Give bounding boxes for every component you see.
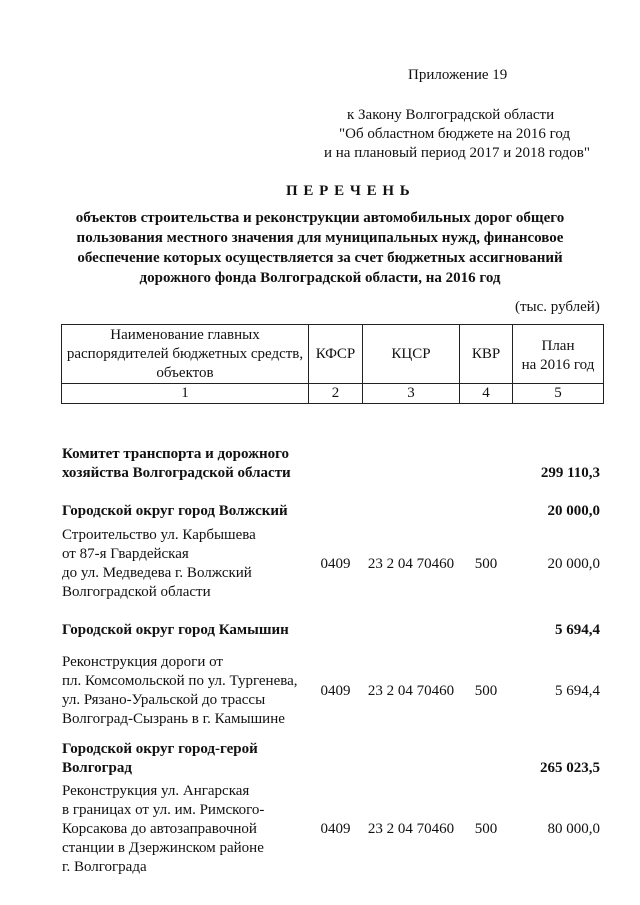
units-note: (тыс. рублей) xyxy=(515,299,600,315)
object-kfsr: 0409 xyxy=(320,821,351,837)
group-name-line-2: Волгоград xyxy=(62,760,132,776)
object-amount: 20 000,0 xyxy=(547,556,600,572)
document-title: П Е Р Е Ч Е Н Ь xyxy=(286,183,411,199)
object-name-line: Реконструкция ул. Ангарская xyxy=(62,783,250,799)
group-total: 20 000,0 xyxy=(547,503,600,519)
header-kvr: КВР xyxy=(471,346,501,362)
object-name-line: Волгоград-Сызрань в г. Камышине xyxy=(62,711,285,727)
object-name-line: ул. Рязано-Уральской до трассы xyxy=(62,692,266,708)
object-name-line: станции в Дзержинском районе xyxy=(62,840,264,856)
object-kvr: 500 xyxy=(474,556,498,572)
appendix-number: Приложение 19 xyxy=(408,67,508,83)
object-name-line: в границах от ул. им. Римского- xyxy=(62,802,265,818)
object-kcsr: 23 2 04 70460 xyxy=(367,683,455,699)
header-plan-line-2: на 2016 год xyxy=(521,357,595,373)
col-number-5: 5 xyxy=(554,385,562,401)
committee-name-line-2: хозяйства Волгоградской области xyxy=(62,465,291,481)
group-total: 265 023,5 xyxy=(540,760,600,776)
law-line-1: к Закону Волгоградской области xyxy=(347,107,555,123)
header-name-line-2: распорядителей бюджетных средств, xyxy=(66,346,304,362)
object-name-line: Волгоградской области xyxy=(62,584,211,600)
object-name-line: пл. Комсомольской по ул. Тургенева, xyxy=(62,673,298,689)
object-name-line: до ул. Медведева г. Волжский xyxy=(62,565,252,581)
header-kfsr: КФСР xyxy=(315,346,356,362)
group-total: 5 694,4 xyxy=(555,622,600,638)
object-kfsr: 0409 xyxy=(320,556,351,572)
object-amount: 80 000,0 xyxy=(547,821,600,837)
object-name-line: Реконструкция дороги от xyxy=(62,654,223,670)
object-kvr: 500 xyxy=(474,683,498,699)
group-name: Городской округ город Камышин xyxy=(62,622,289,638)
law-line-2: "Об областном бюджете на 2016 год xyxy=(339,126,571,142)
header-name-line-3: объектов xyxy=(156,365,214,381)
object-kcsr: 23 2 04 70460 xyxy=(367,821,455,837)
group-name: Городской округ город Волжский xyxy=(62,503,288,519)
object-name-line: от 87-я Гвардейская xyxy=(62,546,189,562)
committee-total: 299 110,3 xyxy=(540,465,600,481)
title-line-3: обеспечение которых осуществляется за счет бюджетных ассигнований xyxy=(77,250,563,266)
header-plan-line-1: План xyxy=(541,338,575,354)
object-amount: 5 694,4 xyxy=(555,683,600,699)
header-kcsr: КЦСР xyxy=(391,346,431,362)
header-name-line-1: Наименование главных xyxy=(110,327,260,343)
object-kvr: 500 xyxy=(474,821,498,837)
committee-name-line-1: Комитет транспорта и дорожного xyxy=(62,446,290,462)
object-name-line: Корсакова до автозаправочной xyxy=(62,821,257,837)
group-name-line-1: Городской округ город-герой xyxy=(62,741,258,757)
col-number-2: 2 xyxy=(331,385,340,401)
col-number-3: 3 xyxy=(407,385,415,401)
object-kfsr: 0409 xyxy=(320,683,351,699)
title-line-2: пользования местного значения для муниципальных нужд, финансовое xyxy=(76,230,564,246)
law-line-3: и на плановый период 2017 и 2018 годов" xyxy=(324,145,590,161)
object-name-line: Строительство ул. Карбышева xyxy=(62,527,256,543)
title-line-4: дорожного фонда Волгоградской области, на 2016 год xyxy=(139,270,501,286)
object-name-line: г. Волгограда xyxy=(62,859,147,875)
col-number-4: 4 xyxy=(482,385,490,401)
object-kcsr: 23 2 04 70460 xyxy=(367,556,455,572)
col-number-1: 1 xyxy=(181,385,189,401)
title-line-1: объектов строительства и реконструкции автомобильных дорог общего xyxy=(75,210,565,226)
